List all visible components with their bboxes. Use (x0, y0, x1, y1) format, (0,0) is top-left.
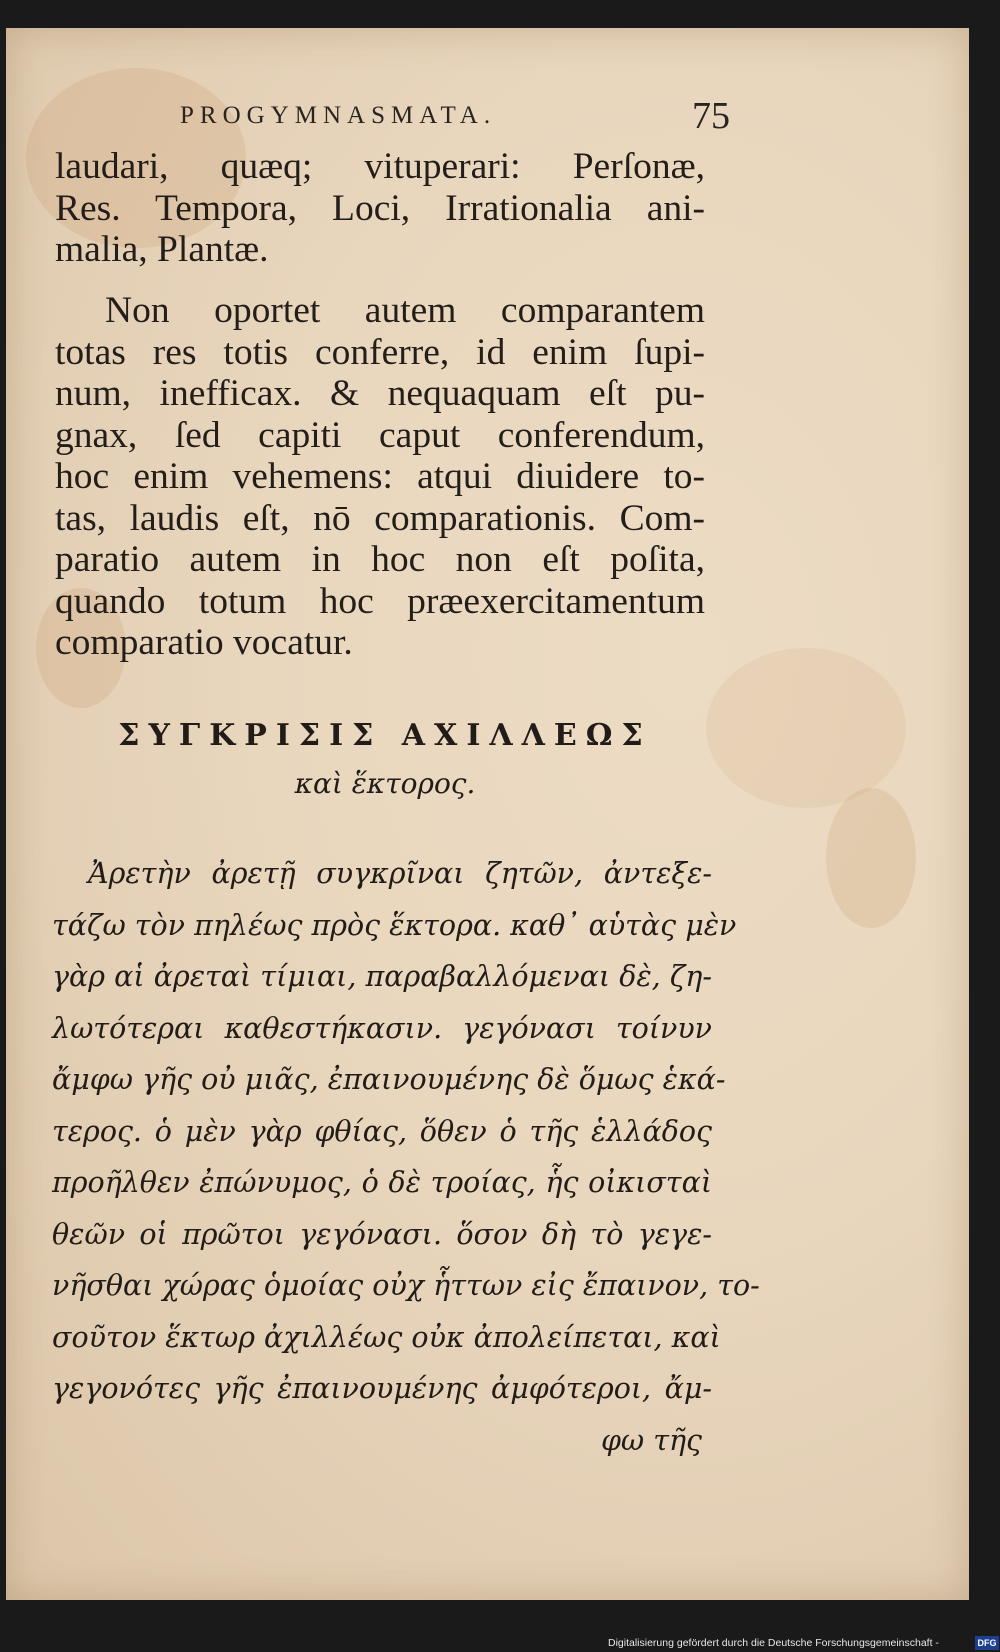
foxing-stain (826, 788, 916, 928)
text-line: ἄμφω γῆς οὐ μιᾶς, ἐπαινουμένης δὲ ὅμως ἑκά- (52, 1063, 726, 1096)
text-line: σοῦτον ἕκτωρ ἀχιλλέως οὐκ ἀπολείπεται, καὶ (52, 1320, 721, 1354)
text-line: τερος. ὁ μὲν γὰρ φθίας, ὅθεν ὁ τῆς ἑλλάδος (52, 1114, 712, 1148)
text-line: προῆλθεν ἐπώνυμος, ὁ δὲ τροίας, ἧς οἰκισταὶ (52, 1166, 712, 1199)
digitization-credit: Digitalisierung gefördert durch die Deutsche Forschungsgemeinschaft - (608, 1637, 939, 1649)
text-line: τάζω τὸν πηλέως πρὸς ἕκτορα. καθ᾽ αὑτὰς μὲν (52, 908, 737, 942)
text-line: laudari, quæq; vituperari: Perſonæ, (55, 146, 705, 187)
text-line: malia, Plantæ. (55, 229, 269, 270)
text-line: θεῶν οἱ πρῶτοι γεγόνασι. ὅσον δὴ τὸ γεγε- (52, 1217, 712, 1251)
text-line: γὰρ αἱ ἀρεταὶ τίμιαι, παραβαλλόμεναι δὲ, ζη- (52, 960, 712, 993)
latin-paragraph-2 (55, 290, 705, 664)
dfg-logo: DFG (975, 1636, 999, 1650)
text-line: νῆσθαι χώρας ὁμοίας οὐχ ἧττων εἰς ἔπαινον, το- (52, 1269, 760, 1302)
foxing-stain (706, 648, 906, 808)
text-line: gnax, ſed capiti caput conferendum, (55, 414, 705, 456)
running-head (170, 95, 730, 138)
text-line: quando totum hoc præexercitamentum (55, 580, 705, 622)
text-line: paratio autem in hoc non eſt poſita, (55, 539, 705, 580)
text-line: comparatio vocatur. (55, 622, 353, 663)
heading-title: ΣΥΓΚΡΙΣΙΣ ΑΧΙΛΛΕΩΣ (118, 718, 652, 753)
page-number: 75 (692, 95, 730, 137)
running-title: PROGYMNASMATA. (180, 102, 497, 129)
latin-paragraph-1 (55, 146, 705, 271)
greek-text-block (52, 848, 760, 1466)
heading-subtitle: καὶ ἕκτορος. (294, 767, 476, 800)
catchword: φω τῆς (600, 1423, 702, 1457)
text-line: totas res totis conferre, id enim ſupi- (55, 331, 705, 373)
text-line: num, inefficax. & nequaquam eſt pu- (55, 373, 705, 414)
text-line: Non oportet autem comparantem (105, 290, 705, 331)
text-line: hoc enim vehemens: atqui diuidere to- (55, 456, 705, 497)
section-heading (60, 718, 710, 800)
text-line: Ἀρετὴν ἀρετῇ συγκρῖναι ζητῶν, ἀντεξε- (88, 857, 712, 890)
text-line: λωτότεραι καθεστήκασιν. γεγόνασι τοίνυν (52, 1011, 712, 1045)
text-line: tas, laudis eſt, nō comparationis. Com- (55, 497, 705, 539)
text-line: γεγονότες γῆς ἐπαινουμένης ἀμφότεροι, ἄμ- (52, 1372, 712, 1405)
text-line: Res. Tempora, Loci, Irrationalia ani- (55, 187, 705, 229)
